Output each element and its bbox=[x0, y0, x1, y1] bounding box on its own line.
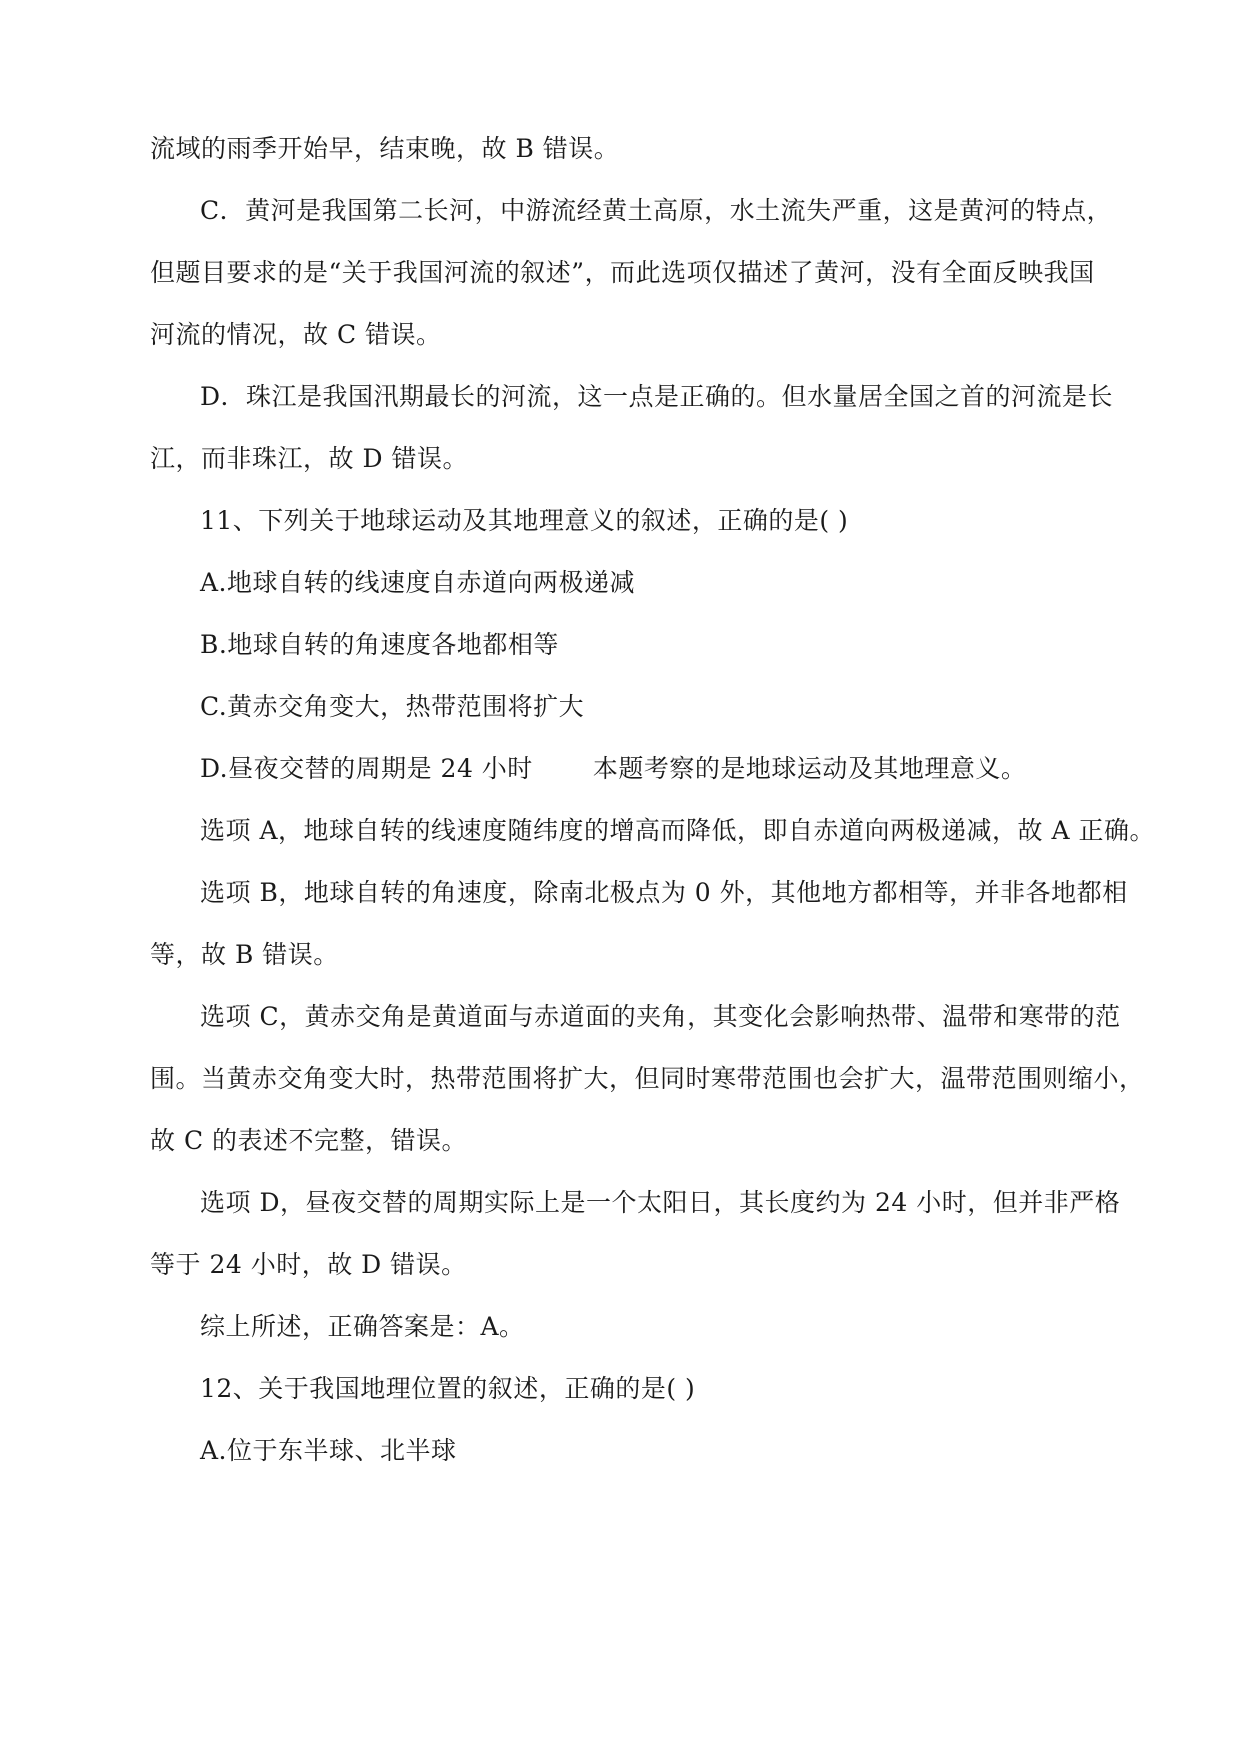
question-11-option-c: C.黄赤交角变大，热带范围将扩大 bbox=[200, 692, 585, 721]
question-11-option-d-row bbox=[200, 753, 1026, 785]
text-line: 但题目要求的是“关于我国河流的叙述”，而此选项仅描述了黄河，没有全面反映我国 bbox=[150, 258, 1095, 287]
analysis-option-b: 选项 B，地球自转的角速度，除南北极点为 0 外，其他地方都相等，并非各地都相 bbox=[200, 878, 1128, 907]
question-12-option-a: A.位于东半球、北半球 bbox=[200, 1436, 457, 1465]
question-11: 11、下列关于地球运动及其地理意义的叙述，正确的是( ) bbox=[200, 506, 849, 535]
text-line: 河流的情况，故 C 错误。 bbox=[150, 320, 442, 349]
text-line: 流域的雨季开始早，结束晚，故 B 错误。 bbox=[150, 134, 620, 163]
analysis-option-d: 选项 D，昼夜交替的周期实际上是一个太阳日，其长度约为 24 小时，但并非严格 bbox=[200, 1188, 1121, 1217]
analysis-option-c: 选项 C，黄赤交角是黄道面与赤道面的夹角，其变化会影响热带、温带和寒带的范 bbox=[200, 1002, 1121, 1031]
text-line: 围。当黄赤交角变大时，热带范围将扩大，但同时寒带范围也会扩大，温带范围则缩小， bbox=[150, 1064, 1145, 1093]
analysis-option-a: 选项 A，地球自转的线速度随纬度的增高而降低，即自赤道向两极递减，故 A 正确。 bbox=[200, 816, 1155, 845]
option-d-explanation: D．珠江是我国汛期最长的河流，这一点是正确的。但水量居全国之首的河流是长 bbox=[200, 382, 1114, 411]
text-line: 故 C 的表述不完整，错误。 bbox=[150, 1126, 468, 1155]
question-12: 12、关于我国地理位置的叙述，正确的是( ) bbox=[200, 1374, 696, 1403]
text-line: 等，故 B 错误。 bbox=[150, 940, 339, 969]
question-11-option-b: B.地球自转的角速度各地都相等 bbox=[200, 630, 559, 659]
option-c-explanation: C．黄河是我国第二长河，中游流经黄土高原，水土流失严重，这是黄河的特点， bbox=[200, 196, 1113, 225]
answer-summary: 综上所述，正确答案是：A。 bbox=[200, 1312, 525, 1341]
text-line: 等于 24 小时，故 D 错误。 bbox=[150, 1250, 467, 1279]
analysis-intro: 本题考察的是地球运动及其地理意义。 bbox=[592, 754, 1027, 783]
question-11-option-d: D.昼夜交替的周期是 24 小时 bbox=[200, 754, 533, 783]
question-11-option-a: A.地球自转的线速度自赤道向两极递减 bbox=[200, 568, 636, 597]
text-line: 江，而非珠江，故 D 错误。 bbox=[150, 444, 468, 473]
